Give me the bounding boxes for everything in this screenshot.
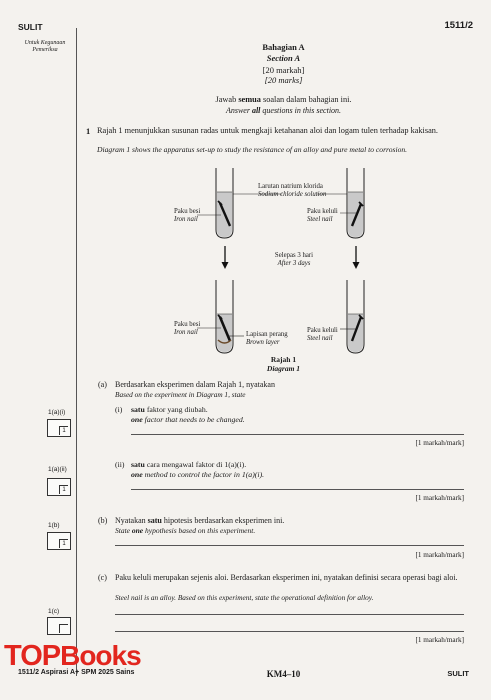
footer-sulit: SULIT — [447, 669, 469, 678]
section-title: Bahagian A — [262, 42, 305, 52]
footer-code: 1511/2 Aspirasi A+ SPM 2025 Sains — [18, 669, 135, 676]
part-c-text-en: Steel nail is an alloy. Based on this experiment, state the operational definition for alloy. — [115, 593, 374, 602]
score-box-c[interactable] — [47, 617, 71, 635]
label-steel-nail: Paku keluli Steel nail — [307, 208, 338, 223]
marks-b: [1 markah/mark] — [415, 551, 464, 559]
test-tube-iron-before — [216, 168, 233, 238]
answer-line-a-i[interactable] — [131, 434, 464, 435]
test-tube-iron-after — [216, 280, 233, 353]
answer-line-b[interactable] — [115, 545, 464, 546]
label-solution: Larutan natrium klorida Sodium chloride solution — [258, 183, 327, 198]
label-iron-nail-after: Paku besi Iron nail — [174, 321, 201, 336]
label-steel-nail-after: Paku keluli Steel nail — [307, 327, 338, 342]
examiner-margin-note: Untuk Kegunaan Pemeriksa — [24, 40, 66, 53]
part-a-i-text-ms: satu faktor yang diubah. — [131, 405, 208, 414]
score-label-b: 1(b) — [48, 522, 60, 529]
part-b-text-ms: Nyatakan satu hipotesis berdasarkan eksperimen ini. — [115, 516, 285, 525]
part-a-i-label: (i) — [115, 405, 123, 414]
part-b-text-en: State one hypothesis based on this experiment. — [115, 526, 256, 535]
score-box-a-i[interactable]: 1 — [47, 419, 71, 437]
instruction-ms: Jawab semua soalan dalam bahagian ini. — [215, 95, 352, 104]
part-a-label: (a) — [98, 380, 107, 389]
topbooks-logo: TOPBooks — [4, 640, 141, 672]
instruction-en: Answer all questions in this section. — [225, 106, 342, 115]
score-box-b[interactable]: 1 — [47, 532, 71, 550]
question-text-ms: Rajah 1 menunjukkan susunan radas untuk mengkaji ketahanan aloi dan logam tulen terhadap kakisan. — [97, 126, 438, 135]
part-a-ii-label: (ii) — [115, 460, 125, 469]
part-a-ii-text-en: one method to control the factor in 1(a)(i). — [131, 470, 265, 479]
part-a-text-ms: Berdasarkan eksperimen dalam Rajah 1, nyatakan — [115, 380, 275, 389]
arrow-down-right-icon — [353, 246, 360, 269]
label-iron-nail: Paku besi Iron nail — [174, 208, 201, 223]
label-after-3-days: Selepas 3 hari After 3 days — [274, 252, 314, 267]
marks-c: [1 markah/mark] — [415, 636, 464, 644]
answer-line-a-ii[interactable] — [131, 489, 464, 490]
marks-a-i: [1 markah/mark] — [415, 439, 464, 447]
section-marks: [20 markah] — [262, 65, 305, 75]
test-tube-steel-after — [347, 280, 364, 353]
marks-a-ii: [1 markah/mark] — [415, 494, 464, 502]
arrow-down-left-icon — [222, 246, 229, 269]
score-box-a-ii[interactable]: 1 — [47, 478, 71, 496]
header-code: 1511/2 — [444, 20, 473, 31]
header-sulit: SULIT — [18, 22, 43, 32]
question-text-en: Diagram 1 shows the apparatus set-up to study the resistance of an alloy and pure metal to corrosion. — [97, 145, 408, 154]
test-tube-steel-before — [347, 168, 364, 238]
answer-line-c-1[interactable] — [115, 614, 464, 615]
section-title-en: Section A — [266, 53, 301, 63]
part-a-i-text-en: one factor that needs to be changed. — [131, 415, 245, 424]
part-a-text-en: Based on the experiment in Diagram 1, state — [115, 390, 246, 399]
answer-line-c-2[interactable] — [115, 631, 464, 632]
section-marks-en: [20 marks] — [264, 75, 303, 85]
diagram-caption: Rajah 1 Diagram 1 — [266, 355, 301, 373]
score-label-c: 1(c) — [48, 608, 60, 615]
score-label-a-ii: 1(a)(ii) — [48, 466, 67, 473]
part-a-ii-text-ms: satu cara mengawal faktor di 1(a)(i). — [131, 460, 247, 469]
part-c-label: (c) — [98, 573, 107, 582]
label-brown-layer: Lapisan perang Brown layer — [246, 331, 288, 346]
footer-page: KM4–10 — [266, 669, 301, 679]
part-c-text-ms: Paku keluli merupakan sejenis aloi. Berdasarkan eksperimen ini, nyatakan definisi secara operasi bagi aloi. — [115, 573, 458, 582]
question-number: 1 — [86, 126, 91, 136]
part-b-label: (b) — [98, 516, 108, 525]
score-label-a-i: 1(a)(i) — [48, 409, 66, 416]
